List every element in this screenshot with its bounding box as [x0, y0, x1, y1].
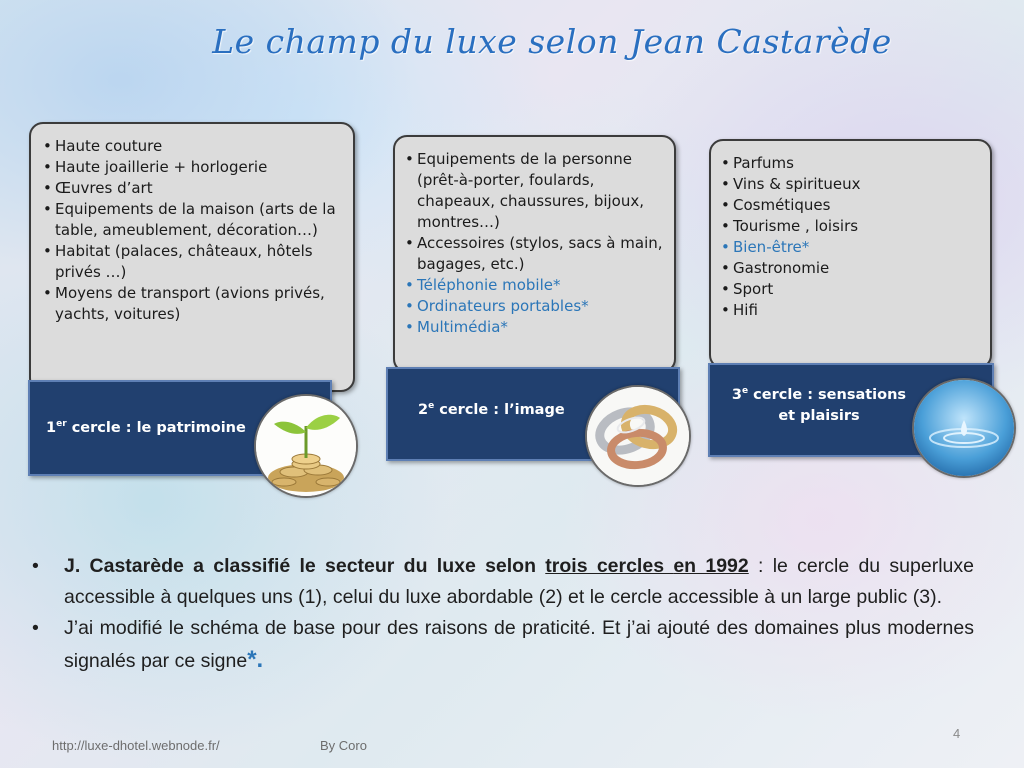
circle2-list	[395, 137, 674, 338]
circle1-item: • Equipements de la maison (arts de la table, ameublement, décoration…)	[43, 199, 343, 241]
circle2-item: • Téléphonie mobile*	[405, 275, 666, 296]
water-drop-icon	[912, 378, 1016, 478]
circle3-item: • Sport	[721, 279, 982, 300]
circle1-box	[29, 122, 355, 392]
circle3-box	[709, 139, 992, 369]
coin-sprout-icon	[254, 394, 358, 498]
circle3-item: • Bien-être*	[721, 237, 982, 258]
circle2-item: • Ordinateurs portables*	[405, 296, 666, 317]
slide-title: Le champ du luxe selon Jean Castarède	[212, 22, 892, 61]
circle3-item: • Gastronomie	[721, 258, 982, 279]
circle2-item: • Accessoires (stylos, sacs à main, bagages, etc.)	[405, 233, 666, 275]
circle1-item: • Habitat (palaces, châteaux, hôtels privés …)	[43, 241, 343, 283]
footer-url[interactable]: http://luxe-dhotel.webnode.fr/	[52, 738, 220, 753]
new-domain-sign: *.	[247, 646, 264, 673]
body-text	[28, 551, 974, 677]
circle3-item: • Vins & spiritueux	[721, 174, 982, 195]
circle3-item: • Tourisme , loisirs	[721, 216, 982, 237]
underlined-phrase: trois cercles	[545, 555, 674, 577]
circle2-box	[393, 135, 676, 373]
footer-author: By Coro	[320, 738, 367, 753]
circle1-item: • Œuvres d’art	[43, 178, 343, 199]
circle3-item: • Cosmétiques	[721, 195, 982, 216]
circle2-label: 2e cercle : l’image	[418, 401, 565, 418]
circle3-item: • Parfums	[721, 153, 982, 174]
circle1-item: • Haute joaillerie + horlogerie	[43, 157, 343, 178]
circle3-item: • Hifi	[721, 300, 982, 321]
circle2-item: • Multimédia*	[405, 317, 666, 338]
circle1-label: 1er cercle : le patrimoine	[46, 419, 246, 436]
circle1-item: • Haute couture	[43, 136, 343, 157]
circle2-item: • Equipements de la personne (prêt-à-porter, foulards, chapeaux, chaussures, bijoux, montres…)	[405, 149, 666, 233]
circle3-list	[711, 141, 990, 321]
rings-icon	[585, 385, 691, 487]
body-bullet-1: • J. Castarède a classifié le secteur du luxe selon trois cercles en 1992 : le cercle du superluxe accessible à quelques uns (1), celui du luxe abordable (2) et le cercle accessible à un large public (3).	[28, 551, 974, 613]
page-number: 4	[953, 726, 961, 741]
circle1-item: • Moyens de transport (avions privés, yachts, voitures)	[43, 283, 343, 325]
circle1-list	[31, 124, 353, 325]
circle3-label: 3e cercle : sensations et plaisirs	[731, 386, 907, 424]
body-bullet-2: • J’ai modifié le schéma de base pour des raisons de praticité. Et j’ai ajouté des domaines plus modernes signalés par ce signe*.	[28, 613, 974, 677]
